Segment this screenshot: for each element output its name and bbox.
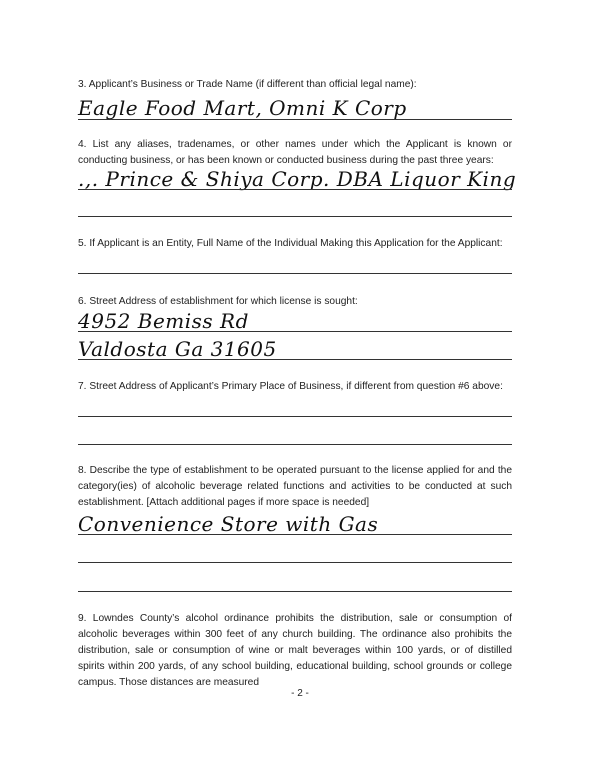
page-number: - 2 - <box>291 688 309 699</box>
q8-label: 8. Describe the type of establishment to be operated pursuant to the license applied for and the category(ies) of alcoholic beverage related functions and activities to be conducted at such establishment. [Attach additional pages if more space is needed] <box>78 465 512 508</box>
q8-answer-line-3[interactable] <box>78 591 512 592</box>
q7-answer-line-2[interactable] <box>78 444 512 445</box>
q7-answer-line[interactable] <box>78 416 512 417</box>
q4-answer-line <box>78 189 512 190</box>
q4-label: 4. List any aliases, tradenames, or other names under which the Applicant is known or conducting business, or has been known or conducted business during the past three years: <box>78 139 512 166</box>
q6-label: 6. Street Address of establishment for which license is sought: <box>78 296 358 307</box>
q6-answer-line1[interactable]: 4952 Bemiss Rd <box>78 309 249 333</box>
q5-label: 5. If Applicant is an Entity, Full Name of the Individual Making this Application for the Applicant: <box>78 238 503 249</box>
q8-answer[interactable]: Convenience Store with Gas <box>78 512 379 536</box>
q8-answer-line <box>78 534 512 535</box>
q4-answer[interactable]: .,. Prince & Shiya Corp. DBA Liquor King <box>78 167 517 191</box>
q6-answer-line2[interactable]: Valdosta Ga 31605 <box>78 337 277 361</box>
q4-answer-line-2[interactable] <box>78 216 512 217</box>
q3-answer-line <box>78 119 512 120</box>
q8-answer-line-2[interactable] <box>78 562 512 563</box>
q6-answer-line-2 <box>78 359 512 360</box>
q7-label: 7. Street Address of Applicant’s Primary Place of Business, if different from question #6 above: <box>78 381 503 392</box>
q5-answer-line[interactable] <box>78 273 512 274</box>
q9-text: 9. Lowndes County’s alcohol ordinance prohibits the distribution, sale or consumption of alcoholic beverages within 300 feet of any church building. The ordinance also prohibits the distribution, sale or consumption of wine or malt beverages within 100 yards, or of distilled spirits within 200 yards, of any school building, educational building, school grounds or college campus. Those distances are measured <box>78 613 512 688</box>
q6-answer-line <box>78 331 512 332</box>
q3-answer[interactable]: Eagle Food Mart, Omni K Corp <box>78 96 407 120</box>
q3-label: 3. Applicant’s Business or Trade Name (if different than official legal name): <box>78 79 417 90</box>
